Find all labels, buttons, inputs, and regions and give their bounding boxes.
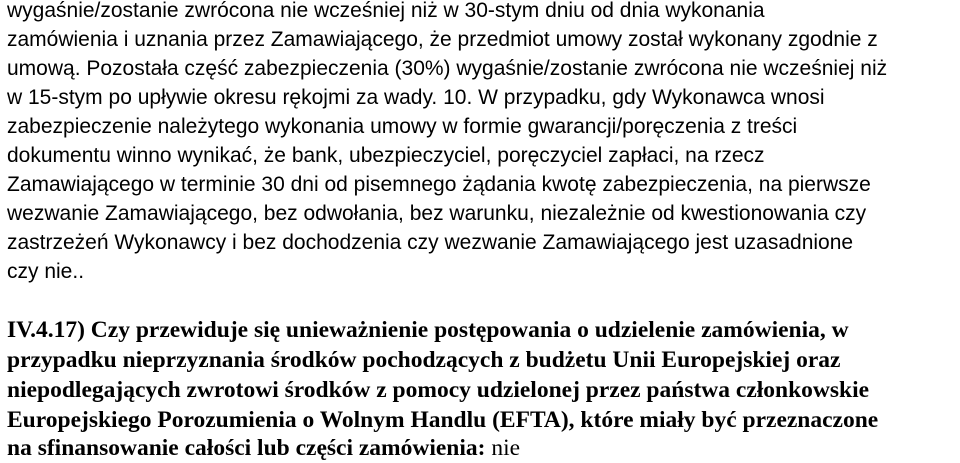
paragraph-line: Zamawiającego w terminie 30 dni od pisemnego żądania kwotę zabezpieczenia, na pierwsze xyxy=(7,173,871,196)
paragraph-line: wezwanie Zamawiającego, bez odwołania, bez warunku, niezależnie od kwestionowania czy xyxy=(7,202,867,225)
paragraph-line: w 15-stym po upływie okresu rękojmi za wady. 10. W przypadku, gdy Wykonawca wnosi xyxy=(7,86,825,109)
question-text: na sfinansowanie całości lub części zamówienia: xyxy=(7,435,486,461)
paragraph-line: wygaśnie/zostanie zwrócona nie wcześniej niż w 30-stym dniu od dnia wykonania xyxy=(7,0,765,22)
paragraph-line: zabezpieczenie należytego wykonania umowy w formie gwarancji/poręczenia z treści xyxy=(7,115,798,138)
paragraph-line: umową. Pozostała część zabezpieczenia (30%) wygaśnie/zostanie zwrócona nie wcześniej niż xyxy=(7,57,888,80)
paragraph-line: zastrzeżeń Wykonawcy i bez dochodzenia czy wezwanie Zamawiającego jest uzasadnione xyxy=(7,231,854,254)
section-heading-line: IV.4.17) Czy przewiduje się unieważnienie postępowania o udzielenie zamówienia, w xyxy=(7,317,849,343)
answer-value: nie xyxy=(491,435,521,461)
paragraph-line: zamówienia i uznania przez Zamawiającego, że przedmiot umowy został wykonany zgodnie z xyxy=(7,28,878,51)
section-heading-line: przypadku nieprzyznania środków pochodzących z budżetu Unii Europejskiej oraz xyxy=(7,347,841,373)
section-heading-line: niepodlegających zwrotowi środków z pomocy udzielonej przez państwa członkowskie xyxy=(7,377,870,403)
section-heading-line: Europejskiego Porozumienia o Wolnym Handlu (EFTA), które miały być przeznaczone xyxy=(7,407,879,433)
paragraph-line: czy nie.. xyxy=(7,260,85,283)
section-question-line xyxy=(7,433,520,463)
paragraph-line: dokumentu winno wynikać, że bank, ubezpieczyciel, poręczyciel zapłaci, na rzecz xyxy=(7,144,765,167)
